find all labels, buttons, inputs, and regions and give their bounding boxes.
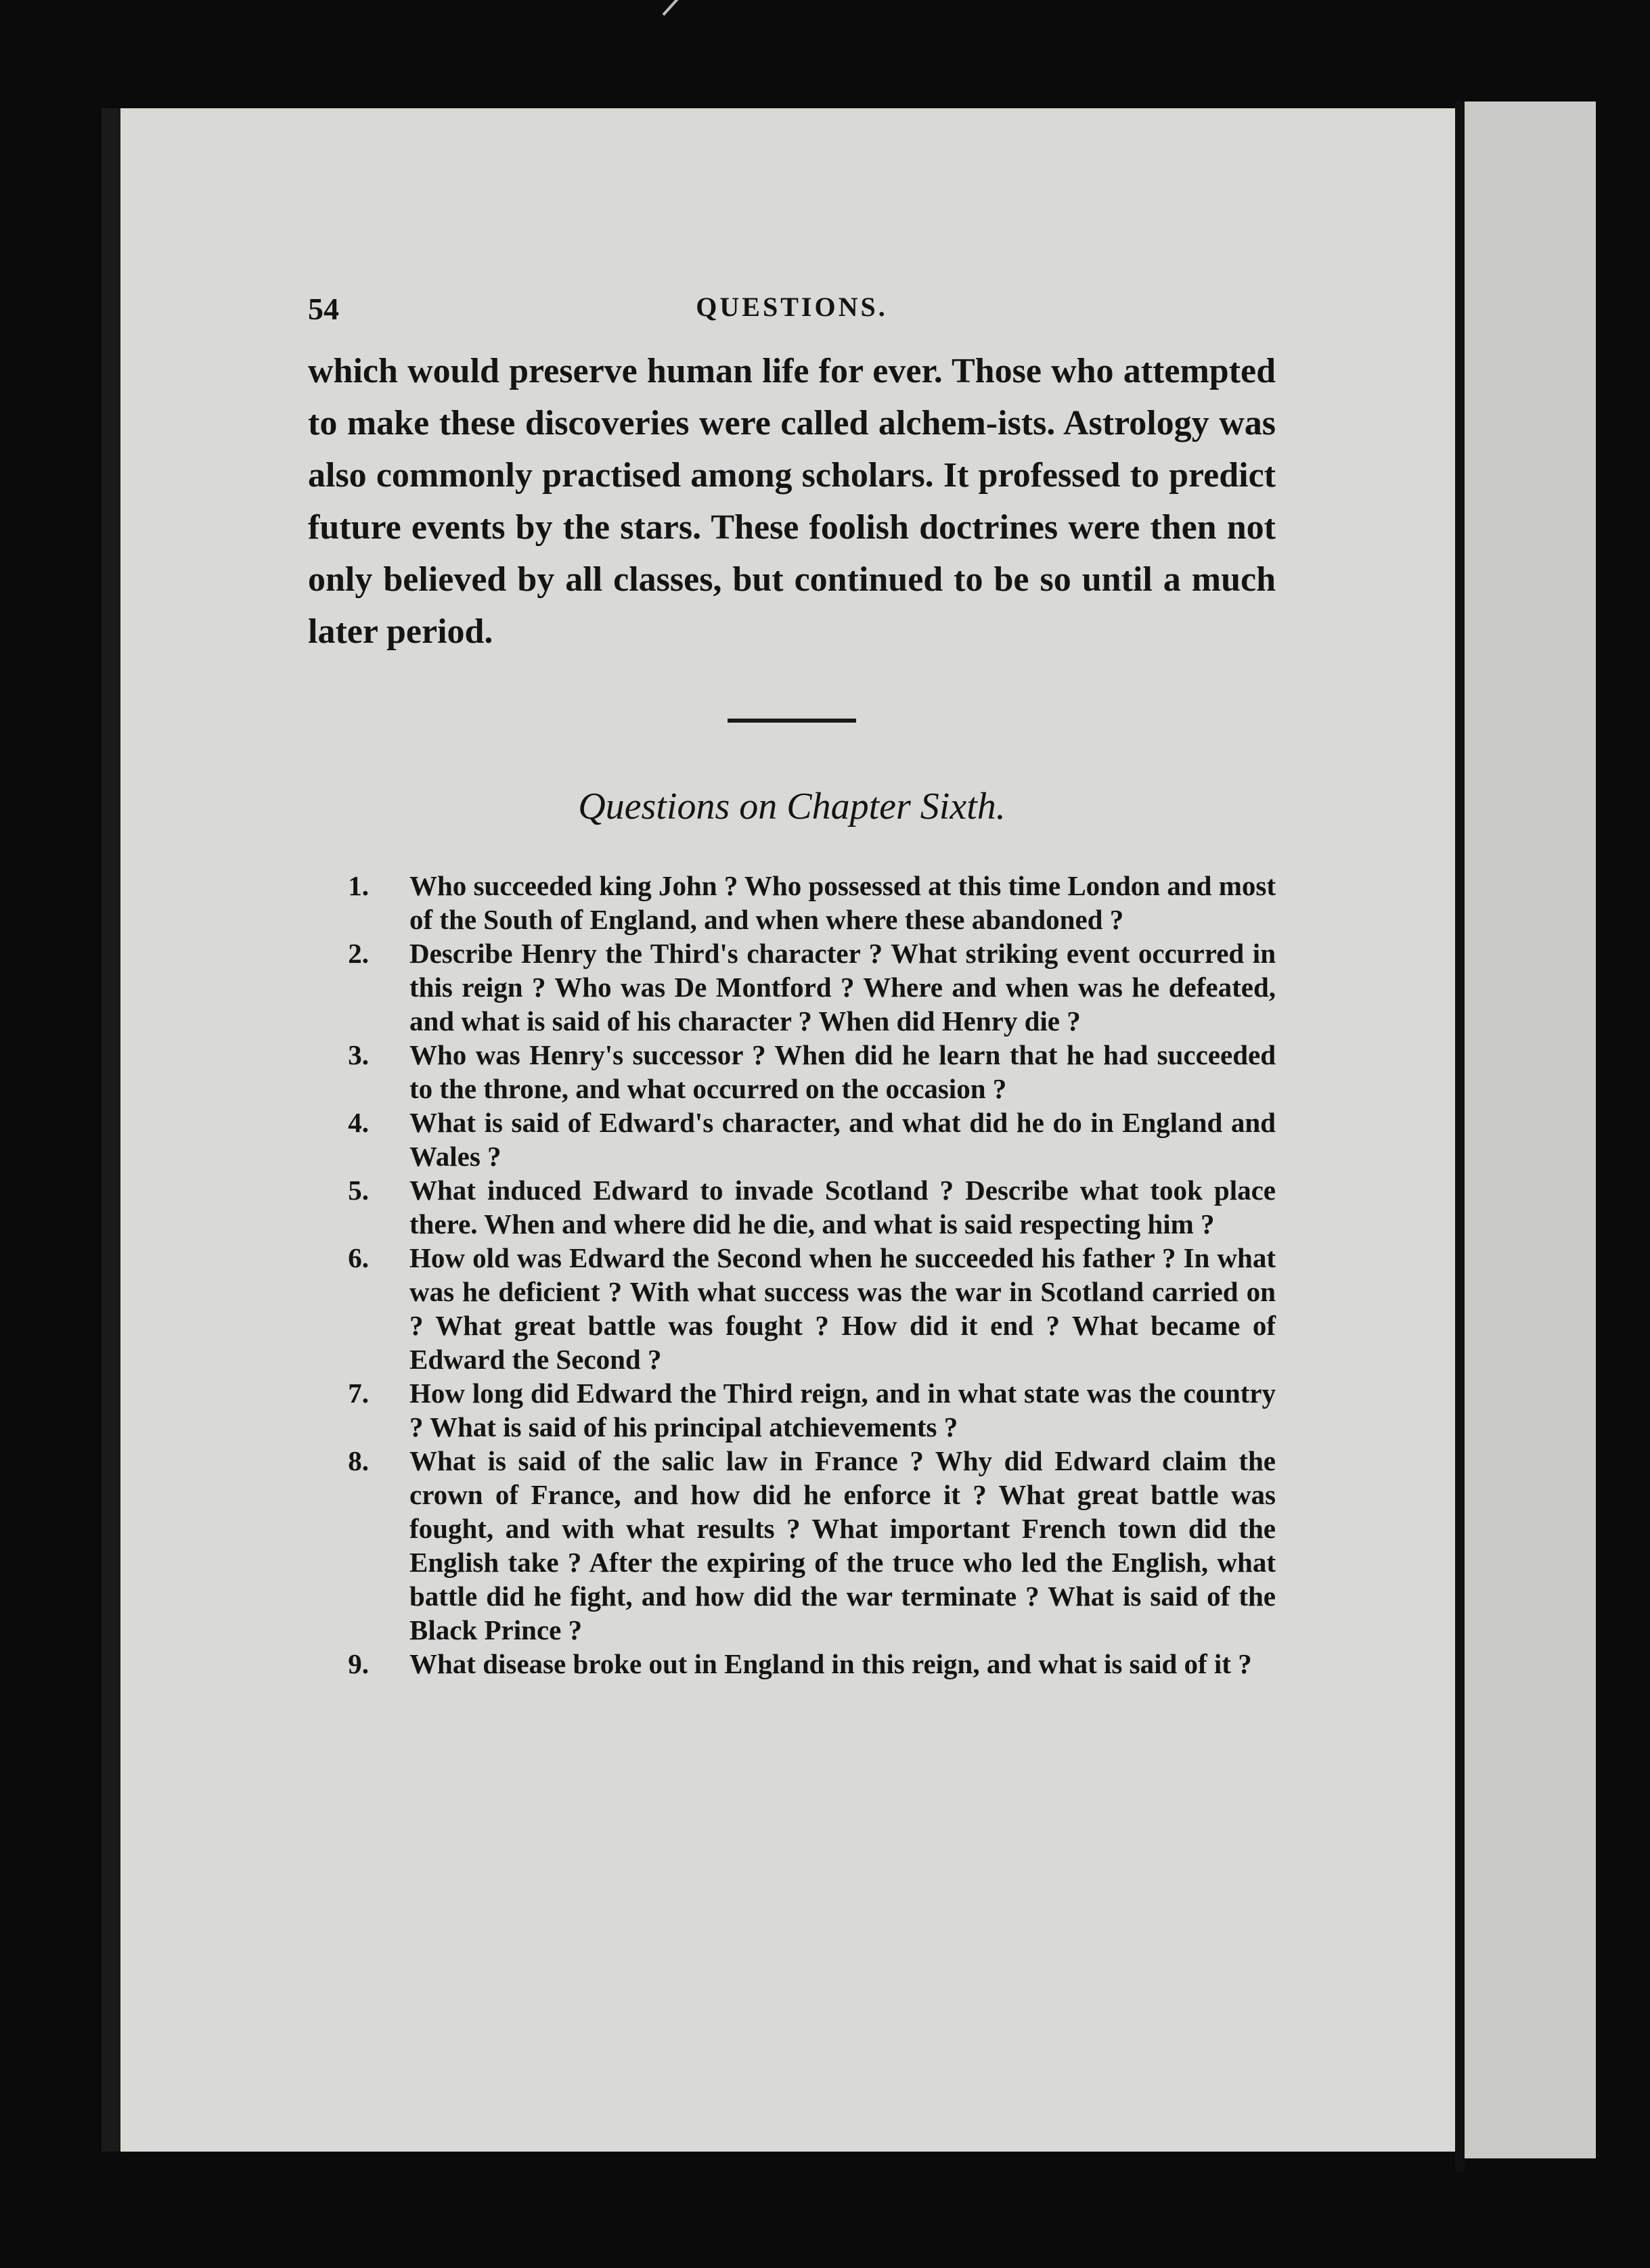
question-number: 6. bbox=[348, 1242, 369, 1273]
question-text: Who was Henry's successor ? When did he learn that he had succeeded to the throne, and what occurred on the occasion ? bbox=[409, 1039, 1276, 1104]
question-item bbox=[308, 1173, 1276, 1241]
page-number: 54 bbox=[308, 292, 339, 326]
section-divider bbox=[728, 719, 856, 723]
question-text: What is said of Edward's character, and what did he do in England and Wales ? bbox=[409, 1107, 1276, 1172]
question-text: Describe Henry the Third's character ? What striking event occurred in this reign ? Who was De Montford ? Where and when was he defeated, and what is said of his character ? When did Henry die ? bbox=[409, 938, 1276, 1037]
question-text: What induced Edward to invade Scotland ? Describe what took place there. When and where did he die, and what is said respecting him ? bbox=[409, 1175, 1276, 1240]
question-item bbox=[308, 1106, 1276, 1173]
question-number: 3. bbox=[348, 1039, 369, 1070]
question-number: 8. bbox=[348, 1445, 369, 1476]
question-item bbox=[308, 1376, 1276, 1444]
page-text-block bbox=[308, 291, 1276, 1681]
question-text: How old was Edward the Second when he succeeded his father ? In what was he deficient ? With what success was the war in Scotland carried on ? What great battle was fought ? How did it end ? What became of Edward the Second ? bbox=[409, 1242, 1276, 1375]
body-paragraph: which would preserve human life for ever. Those who attempted to make these discoveries were called alchem-ists. Astrology was also commonly practised among scholars. It professed to predict future events by the stars. These foolish doctrines were then not only believed by all classes, but continued to be so until a much later period. bbox=[308, 352, 1276, 651]
question-item bbox=[308, 1647, 1276, 1681]
question-number: 5. bbox=[348, 1175, 369, 1206]
question-item bbox=[308, 1038, 1276, 1106]
scan-scratch-mark bbox=[663, 0, 782, 16]
question-item bbox=[308, 1444, 1276, 1647]
running-title: QUESTIONS. bbox=[696, 292, 888, 322]
question-list bbox=[308, 869, 1276, 1681]
question-number: 1. bbox=[348, 870, 369, 901]
question-number: 9. bbox=[348, 1648, 369, 1679]
question-text: Who succeeded king John ? Who possessed at this time London and most of the South of England, and when where these abandoned ? bbox=[409, 870, 1276, 935]
chapter-heading: Questions on Chapter Sixth. bbox=[578, 786, 1006, 827]
question-number: 7. bbox=[348, 1378, 369, 1409]
running-head bbox=[308, 291, 1276, 345]
adjacent-page-edge bbox=[1461, 101, 1596, 2158]
question-text: What is said of the salic law in France ? Why did Edward claim the crown of France, and how did he enforce it ? What great battle was fought, and with what results ? What important French town did the English take ? After the expiring of the truce who led the English, what battle did he fight, and how did the war terminate ? What is said of the Black Prince ? bbox=[409, 1445, 1276, 1646]
question-item bbox=[308, 1241, 1276, 1376]
question-text: What disease broke out in England in this reign, and what is said of it ? bbox=[409, 1648, 1252, 1679]
question-item bbox=[308, 869, 1276, 936]
question-number: 4. bbox=[348, 1107, 369, 1138]
question-number: 2. bbox=[348, 938, 369, 969]
question-text: How long did Edward the Third reign, and in what state was the country ? What is said of his principal atchievements ? bbox=[409, 1378, 1276, 1443]
question-item bbox=[308, 936, 1276, 1038]
page-gutter bbox=[1455, 101, 1465, 2172]
